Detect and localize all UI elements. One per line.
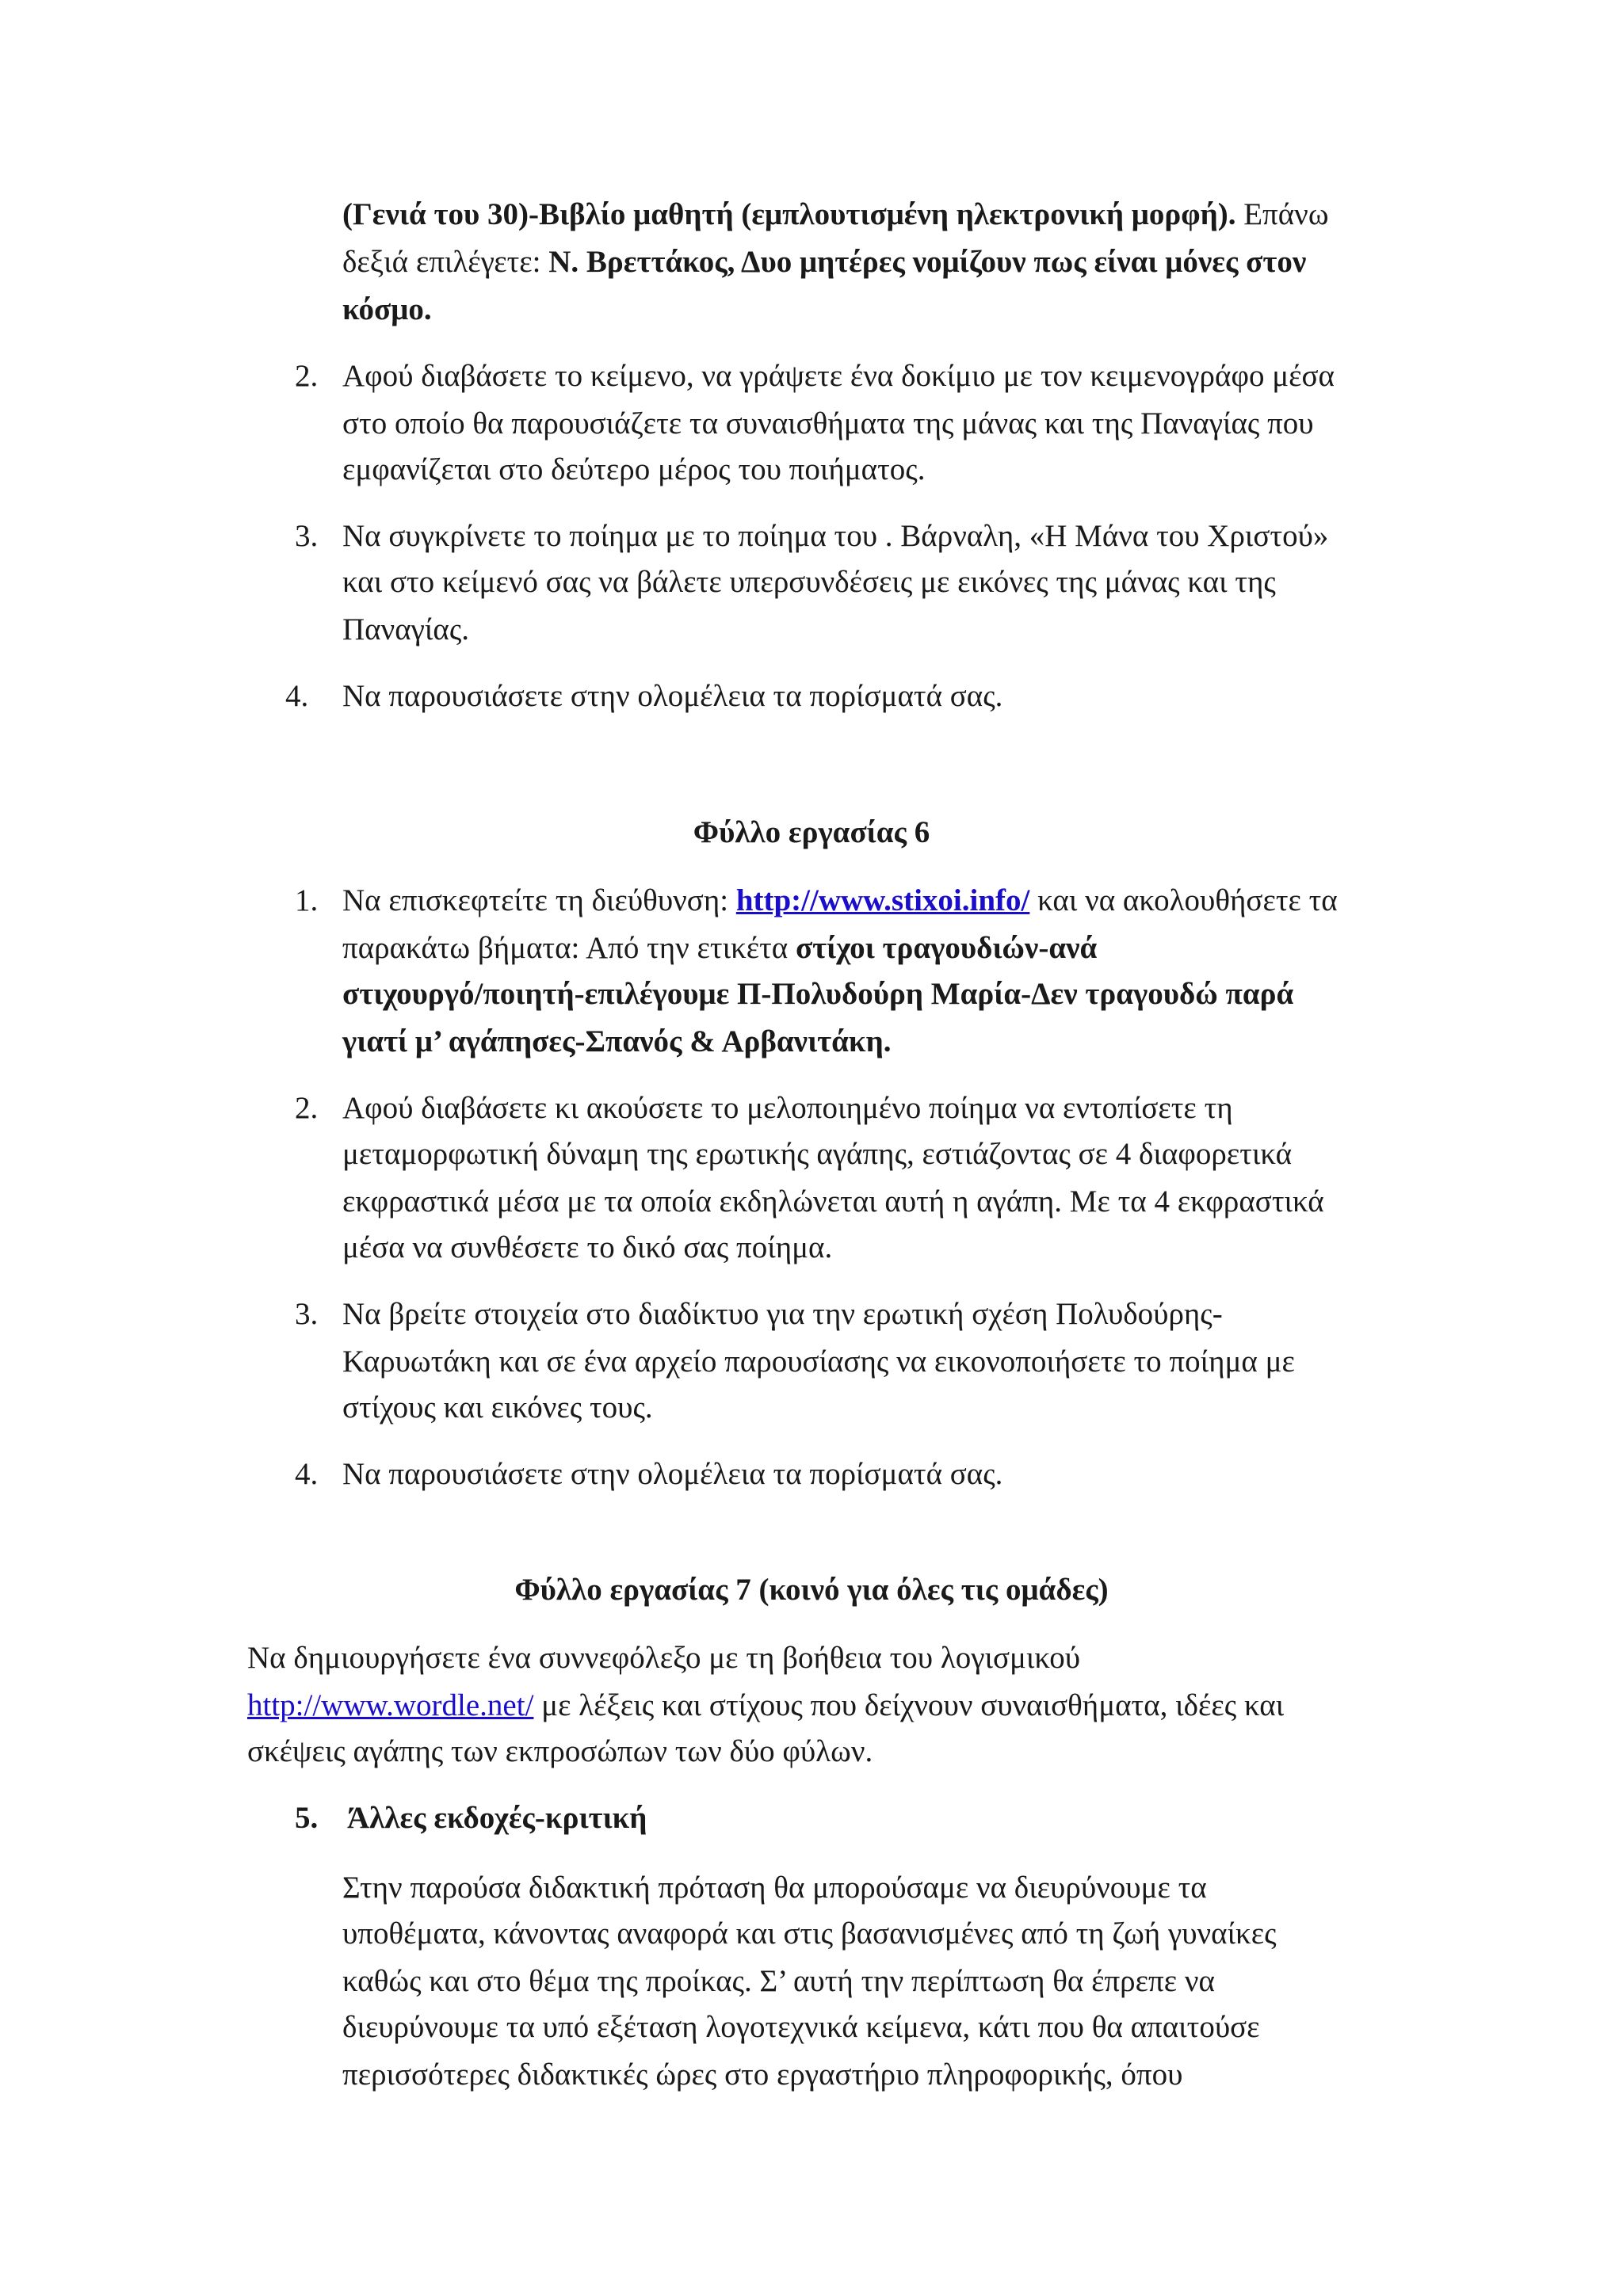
list-item-text: Να βρείτε στοιχεία στο διαδίκτυο για την ερωτική σχέση Πολυδούρης- xyxy=(342,1297,1223,1331)
stixoi-link[interactable]: http://www.stixoi.info/ xyxy=(735,883,1030,917)
list-item-text: Να παρουσιάσετε στην ολομέλεια τα πορίσματά σας. xyxy=(342,679,1003,713)
intro-bold-text: (Γενιά του 30)-Βιβλίο μαθητή (εμπλουτισμένη ηλεκτρονική μορφή). xyxy=(342,197,1236,231)
list-item-bold-text: γιατί μ’ αγάπησες-Σπανός & Αρβανιτάκη. xyxy=(342,1024,892,1058)
paragraph-text xyxy=(247,1684,1284,1727)
list-item-bold-text: στίχοι τραγουδιών-ανά xyxy=(795,931,1098,965)
list-item-text: στο οποίο θα παρουσιάζετε τα συναισθήματα της μάνας και της Παναγίας που xyxy=(342,406,1314,441)
list-item-text: εμφανίζεται στο δεύτερο μέρος του ποιήματος. xyxy=(342,452,926,486)
list-item-text xyxy=(342,973,1293,1016)
list-item-text: Καρυωτάκη και σε ένα αρχείο παρουσίασης να εικονοποιήσετε το ποίημα με xyxy=(342,1344,1295,1379)
worksheet-6-title: Φύλλο εργασίας 6 xyxy=(693,815,930,849)
list-item-number: 3. xyxy=(295,519,319,553)
section-paragraph-line: διευρύνουμε τα υπό εξέταση λογοτεχνικά κείμενα, κάτι που θα απαιτούσε xyxy=(342,2010,1260,2044)
list-item-text: Παναγίας. xyxy=(342,612,470,646)
intro-text: Επάνω xyxy=(1235,197,1329,231)
list-item-text xyxy=(342,1020,891,1063)
list-item-text-part: Να επισκεφτείτε τη διεύθυνση: xyxy=(342,883,736,917)
list-item-text: εκφραστικά μέσα με τα οποία εκδηλώνεται αυτή η αγάπη. Με τα 4 εκφραστικά xyxy=(342,1184,1324,1219)
section-paragraph-line: υποθέματα, κάνοντας αναφορά και στις βασανισμένες από τη ζωή γυναίκες xyxy=(342,1917,1277,1951)
list-item-number: 4. xyxy=(295,1457,319,1491)
intro-bold-text: κόσμο. xyxy=(342,292,432,326)
wordle-link[interactable]: http://www.wordle.net/ xyxy=(247,1688,534,1722)
intro-bold-text: Ν. Βρεττάκος, Δυο μητέρες νομίζουν πως είναι μόνες στον xyxy=(548,245,1307,279)
list-item-text xyxy=(342,927,1097,970)
list-item-bold-text: στιχουργό/ποιητή-επιλέγουμε Π-Πολυδούρη Μαρία-Δεν τραγουδώ παρά xyxy=(342,977,1294,1011)
intro-line-1 xyxy=(342,193,1328,236)
list-item-number: 3. xyxy=(295,1297,319,1331)
section-paragraph-line: Στην παρούσα διδακτική πρόταση θα μπορούσαμε να διευρύνουμε τα xyxy=(342,1871,1207,1905)
intro-text: δεξιά επιλέγετε: xyxy=(342,245,549,279)
list-item-text: και στο κείμενό σας να βάλετε υπερσυνδέσεις με εικόνες της μάνας και της xyxy=(342,565,1276,599)
list-item-text-part: παρακάτω βήματα: Από την ετικέτα xyxy=(342,931,796,965)
list-item-text xyxy=(342,879,1338,922)
list-item-number: 4. xyxy=(285,679,309,713)
section-number: 5. xyxy=(295,1801,319,1835)
section-paragraph-line: περισσότερες διδακτικές ώρες στο εργαστήριο πληροφορικής, όπου xyxy=(342,2058,1183,2092)
paragraph-text-part: με λέξεις και στίχους που δείχνουν συναισθήματα, ιδέες και xyxy=(533,1688,1285,1722)
list-item-number: 2. xyxy=(295,1091,319,1125)
list-item-text: μεταμορφωτική δύναμη της ερωτικής αγάπης, εστιάζοντας σε 4 διαφορετικά xyxy=(342,1137,1293,1171)
list-item-number: 2. xyxy=(295,359,319,393)
section-paragraph-line: καθώς και στο θέμα της προίκας. Σ’ αυτή την περίπτωση θα έπρεπε να xyxy=(342,1964,1215,1998)
list-item-number: 1. xyxy=(295,883,319,917)
intro-line-2 xyxy=(342,241,1306,284)
list-item-text: Αφού διαβάσετε το κείμενο, να γράψετε ένα δοκίμιο με τον κειμενογράφο μέσα xyxy=(342,359,1335,393)
worksheet-7-title: Φύλλο εργασίας 7 (κοινό για όλες τις ομάδες) xyxy=(514,1573,1109,1607)
intro-line-3 xyxy=(342,288,432,331)
paragraph-text: σκέψεις αγάπης των εκπροσώπων των δύο φύλων. xyxy=(247,1734,873,1768)
list-item-text: Να παρουσιάσετε στην ολομέλεια τα πορίσματά σας. xyxy=(342,1457,1003,1491)
list-item-text: μέσα να συνθέσετε το δικό σας ποίημα. xyxy=(342,1230,833,1264)
list-item-text: στίχους και εικόνες τους. xyxy=(342,1390,653,1425)
paragraph-text: Να δημιουργήσετε ένα συννεφόλεξο με τη βοήθεια του λογισμικού xyxy=(247,1641,1081,1675)
section-title: Άλλες εκδοχές-κριτική xyxy=(347,1801,647,1835)
list-item-text: Αφού διαβάσετε κι ακούσετε το μελοποιημένο ποίημα να εντοπίσετε τη xyxy=(342,1091,1233,1125)
list-item-text: Να συγκρίνετε το ποίημα με το ποίημα του . Βάρναλη, «Η Μάνα του Χριστού» xyxy=(342,519,1329,553)
list-item-text-part: και να ακολουθήσετε τα xyxy=(1029,883,1338,917)
